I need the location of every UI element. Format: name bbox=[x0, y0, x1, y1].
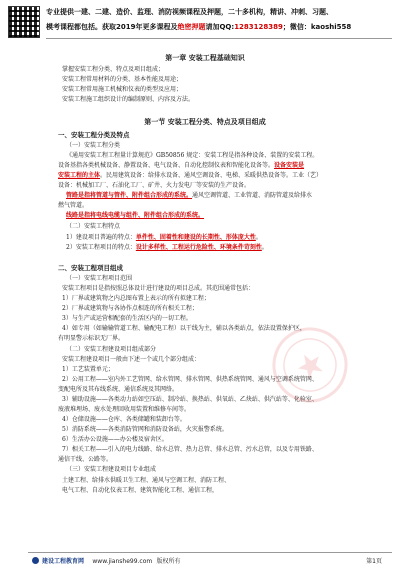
promo-line-1: 专业提供一建、二建、造价、监理、消防视频课程及押题，二十多机构，精讲、冲刺、习题、 bbox=[46, 8, 333, 16]
para: 2）厂界或建筑物与各协作点相连的所有相关工程； bbox=[62, 305, 198, 312]
site-url: www.jianshe99.com bbox=[92, 558, 153, 565]
chapter-intro-1: 掌握安装工程分类、特点及项目组成； bbox=[62, 66, 165, 73]
para: 1）厂界或建筑物之内总图布置上表示的所有拟建工程； bbox=[62, 295, 210, 302]
para: 3）辅助设施——各类动力站如空压站、制冷站、换热站、供氧站、乙炔站、供汽站等、化验室、 bbox=[62, 396, 318, 403]
para: 电气工程、自动化仪表工程、建筑智能化工程、通信工程， bbox=[62, 487, 219, 494]
para: 7）相关工程——引入的电力线路、给水总管、热力总管、排水总管、污水总管，以及专用铁路、 bbox=[62, 446, 318, 453]
heading-2: 二、安装工程项目组成 bbox=[58, 264, 123, 272]
sub-heading-1: （一）安装工程分类 bbox=[66, 142, 121, 149]
para: 管路是指将管道与管件、附件组合形成的系统。通风空调管道、工业管道、消防管道及给排水 bbox=[66, 192, 313, 199]
chapter-title: 第一章 安装工程基础知识 bbox=[165, 53, 245, 62]
sub-heading-5: （三）安装工程建设项目专业组成 bbox=[66, 466, 157, 473]
para: 安装工程建设项目一般由下述一个或几个部分组成： bbox=[62, 356, 201, 363]
sub-heading-4: （二）安装工程建设项目组成部分 bbox=[66, 346, 157, 353]
para: 《通用安装工程工程量计算规范》GB50856 规定：安装工程是指各种设备、装置的安装工程。 bbox=[66, 152, 319, 159]
para: 4）仓储设施——仓库、各类储罐和装卸台等。 bbox=[62, 416, 186, 423]
para: 1）建设项目普遍的特点：单件性、固着性和建设的长期性、形体庞大性。 bbox=[66, 234, 262, 241]
para: 安装工程项目是指按照总体设计进行建设的项目总成。其范围通常包括： bbox=[62, 285, 255, 292]
para: 废液堆埋场、废水处理回收用装置和维修车间等。 bbox=[58, 406, 191, 413]
qr-code-icon bbox=[8, 6, 40, 38]
para: 2）公用工程——室内外工艺管网、给水管网、排水管网、供热系统管网、通风与空调系统管网、 bbox=[62, 376, 318, 383]
site-logo[interactable]: 建设工程教育网 www.jianshe99.com 版权所有 bbox=[32, 556, 180, 565]
chapter-intro-3: 安装工程常用施工机械和仪表的类型及应用； bbox=[62, 86, 183, 93]
site-logo-icon bbox=[32, 557, 39, 564]
promo-banner bbox=[0, 0, 410, 50]
copyright-text: 版权所有 bbox=[156, 558, 181, 565]
para: 4）如专用（如输输管道工程、输配电工程）以干线为主，辅以各类站点，依法设置保护区， bbox=[62, 325, 306, 332]
para: 变配电所及其布线系统、通信系统及其网络。 bbox=[58, 386, 179, 393]
para: 线路是指将电线电缆与组件、附件组合形成的系统。 bbox=[66, 212, 205, 219]
para: 土建工程、给排水供暖卫生工程、通风与空调工程、消防工程、 bbox=[62, 477, 231, 484]
sub-heading-3: （一）安装工程项目范围 bbox=[66, 275, 133, 282]
para: 1）工艺装置单元； bbox=[62, 366, 114, 373]
para: 安装工程的主体。民用建筑设备：给排水设备、通风空调设备、电梯、采暖供热设备等。工业（艺） bbox=[58, 172, 323, 179]
para: 6）生活办公设施——办公楼及宿舍区。 bbox=[62, 436, 168, 443]
chapter-intro-4: 安装工程施工组织设计的编制原则、内容及方法。 bbox=[62, 96, 195, 103]
para: 设备基指各类机械设备、静置设备、电气设备、自动化控制仪表和智能化设备等。设备安装是 bbox=[58, 162, 305, 169]
para: 燃气管道。 bbox=[58, 202, 89, 209]
page-number: 第1页 bbox=[366, 558, 382, 565]
para: 3）与生产或运营相配套的生活区内的一切工程。 bbox=[62, 315, 192, 322]
section-title: 第一节 安装工程分类、特点及项目组成 bbox=[144, 117, 266, 126]
para: 有明显警示标识无厂界。 bbox=[58, 335, 125, 342]
chapter-intro-2: 安装工程常用材料的分类、基本性能及用途； bbox=[62, 76, 183, 83]
header-divider bbox=[46, 38, 392, 39]
para: 2）安装工程项目的特点：设计多样性、工程运行危险性、环境条件苛刻性。 bbox=[66, 244, 268, 251]
para: 5）消防系统——各类消防管网和消防设备站，火灾报警系统。 bbox=[62, 426, 228, 433]
para: 通信干线、公路等。 bbox=[58, 456, 113, 463]
sub-heading-2: （二）安装工程特点 bbox=[66, 223, 121, 230]
promo-line-2: 模考课程都包括。获取2019年更多课程及绝密押题请加QQ:1283128389；微信：kaoshi558 bbox=[46, 23, 352, 31]
page-footer bbox=[28, 552, 392, 567]
para: 设备：机械加工厂、石油化工厂、矿井、火力发电厂等安装的生产设备。 bbox=[58, 182, 251, 189]
heading-1: 一、安装工程分类及特点 bbox=[58, 131, 130, 139]
